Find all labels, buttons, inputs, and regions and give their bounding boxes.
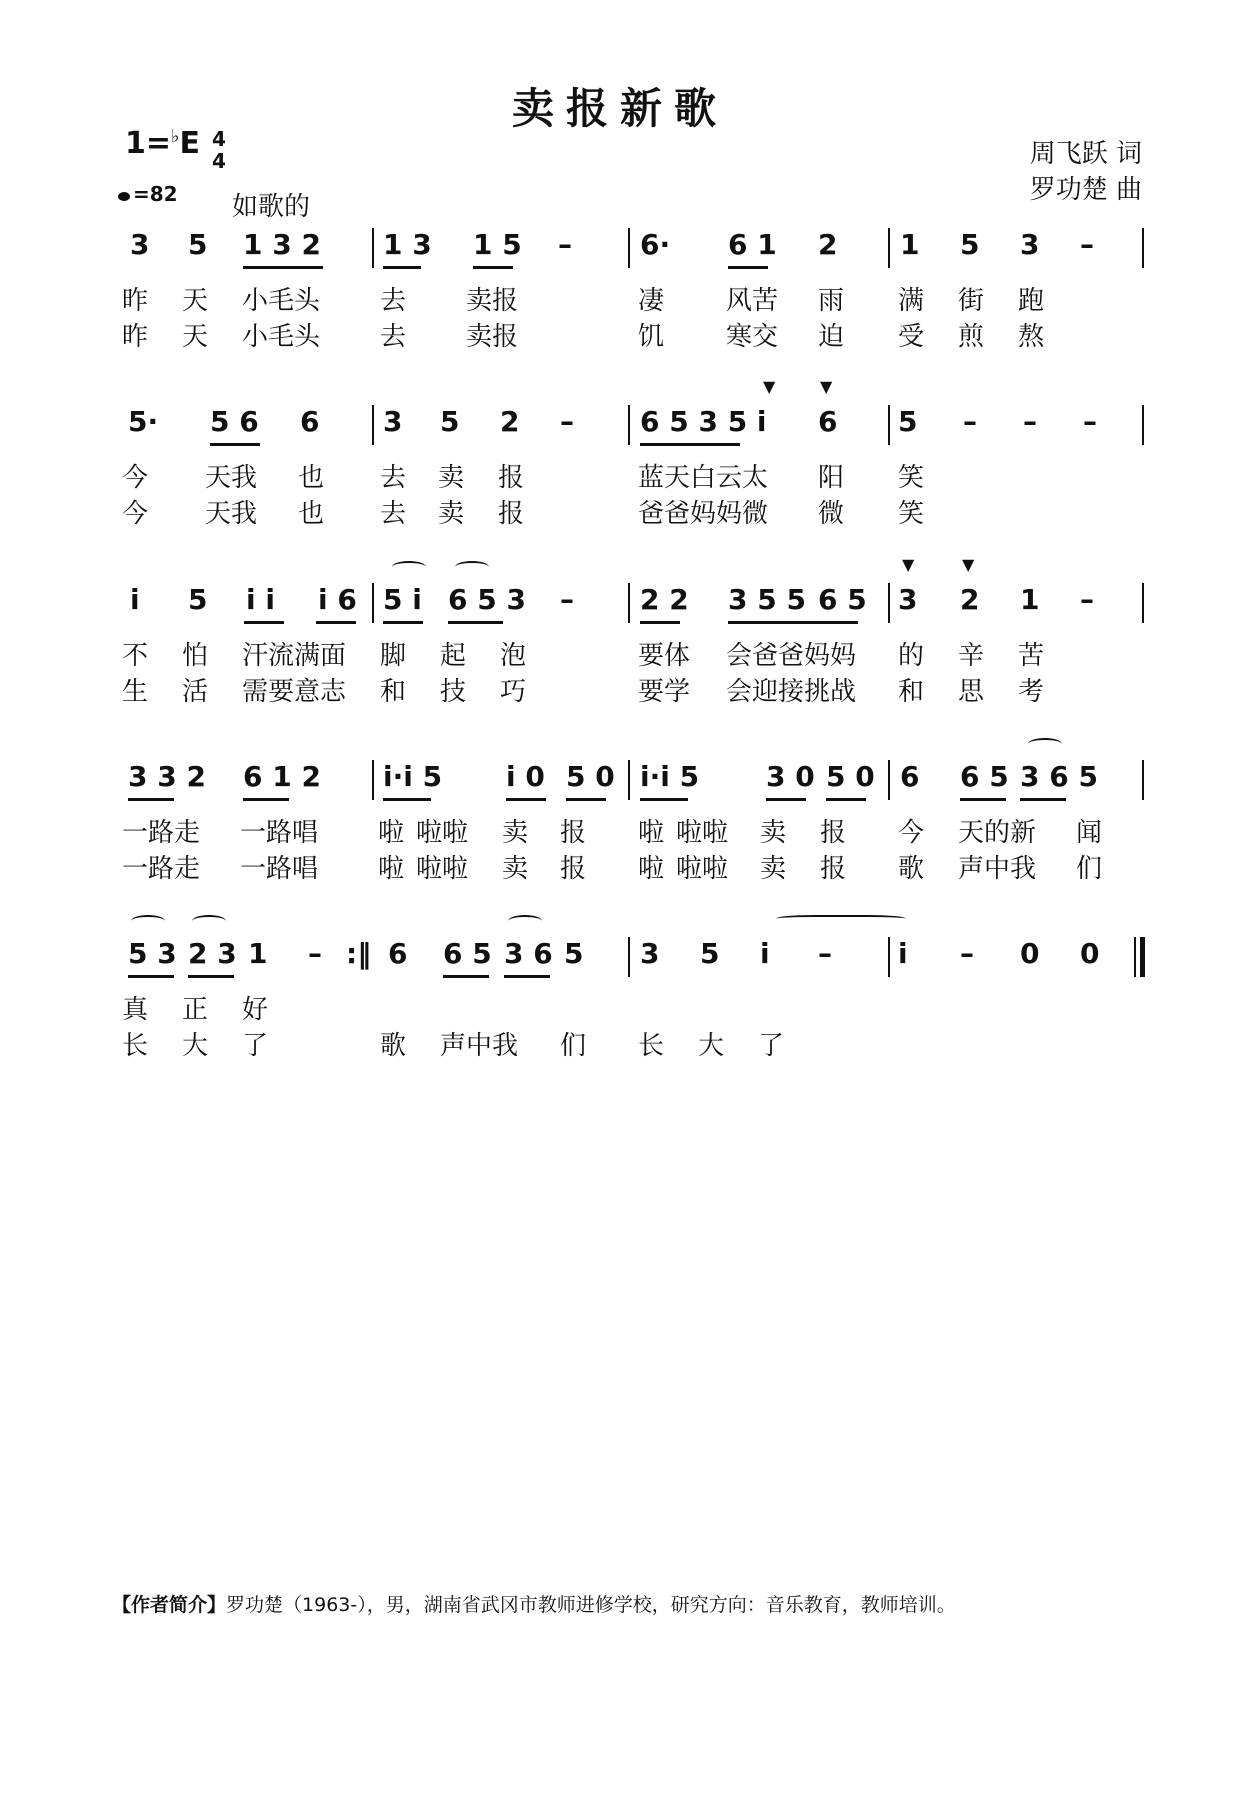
beam [640,443,740,446]
lyric: 歌 [380,1031,407,1061]
note: 5 3 [128,937,177,970]
beam [128,975,174,978]
flat-sign: ♭ [171,126,180,147]
beam [243,266,323,269]
note: – [560,583,574,616]
final-barline-thin [1134,937,1136,977]
barline [372,228,374,268]
lyricist: 周飞跃 词 [1029,139,1142,169]
lyric: 要体 [638,641,691,671]
lyric: 报 [498,463,525,493]
lyric: 卖 [502,854,529,884]
note: 6 1 2 [243,760,321,793]
notes-row [118,937,1148,977]
slur [192,915,226,927]
lyric: 阳 [818,463,845,493]
lyric: 需要意志 [242,677,347,707]
note: 1 3 2 [243,228,321,261]
lyric: 啦 [638,854,665,884]
beam [766,798,806,801]
note: 3 [383,405,403,438]
note: 3 [640,937,660,970]
lyric: 真 [122,995,149,1025]
lyric: 泡 [500,641,527,671]
time-bottom: 4 [212,149,226,173]
lyric: 汗流满面 [242,641,347,671]
note: 1 [900,228,920,261]
lyric: 苦 [1018,641,1045,671]
beam [443,975,489,978]
barline [888,405,890,445]
lyric: 天我 [205,499,258,529]
tie [776,915,906,927]
lyric: 一路唱 [240,818,319,848]
note: 1 [248,937,268,970]
barline [1142,405,1144,445]
note: 5 [564,937,584,970]
barline [1142,228,1144,268]
lyric: 卖报 [466,286,519,316]
note: 5 [700,937,720,970]
note: 2 [960,583,980,616]
lyric: 闻 [1076,818,1103,848]
note: 5· [128,405,159,438]
note: 3 [898,583,918,616]
lyric: 们 [560,1031,587,1061]
lyric: 小毛头 [242,322,321,352]
notes-row [118,228,1148,268]
note: 6 [900,760,920,793]
lyric: 会爸爸妈妈 [726,641,857,671]
lyric: 满 [898,286,925,316]
lyric: 巧 [500,677,527,707]
barline [372,760,374,800]
lyric: 卖 [760,854,787,884]
beam [504,975,550,978]
beam [316,621,356,624]
lyric: 怕 [182,641,209,671]
lyric: 也 [298,499,325,529]
note: 0 [1080,937,1100,970]
slur [508,915,542,927]
lyric: 长 [638,1031,665,1061]
note: – [818,937,832,970]
beam [826,798,866,801]
lyric: 的 [898,641,925,671]
lyric: 啦 [378,818,405,848]
expression-mark: 如歌的 [232,192,311,222]
beam [243,798,289,801]
note: 3 [130,228,150,261]
lyric: 一路走 [122,854,201,884]
lyric: 报 [820,818,847,848]
lyric: 卖 [502,818,529,848]
note: 3 6 [504,937,553,970]
lyric: 大 [698,1031,725,1061]
lyric: 报 [560,818,587,848]
accent-mark-icon: ▼ [902,555,915,574]
lyric: 报 [560,854,587,884]
note: 6 5 [443,937,492,970]
lyric: 今 [122,463,149,493]
note: 3 6 5 [1020,760,1098,793]
author-bio-text: 罗功楚（1963-），男，湖南省武冈市教师进修学校，研究方向：音乐教育，教师培训。 [226,1594,956,1616]
barline [1142,760,1144,800]
lyric: 报 [498,499,525,529]
lyric: 卖 [438,499,465,529]
lyric: 大 [182,1031,209,1061]
note: 6 [388,937,408,970]
note: i 6 [318,583,357,616]
note: 6 5 3 5 i [640,405,767,438]
composer: 罗功楚 曲 [1029,175,1142,205]
lyric: 凄 [638,286,665,316]
lyric: 昨 [122,322,149,352]
key-signature [125,126,200,161]
note: – [960,937,974,970]
lyric: 了 [242,1031,269,1061]
note: i [760,937,770,970]
barline [888,583,890,623]
lyric: 长 [122,1031,149,1061]
author-bio [112,1590,956,1617]
lyric: 也 [298,463,325,493]
note: 5 [440,405,460,438]
lyric: 卖 [760,818,787,848]
beam [448,621,503,624]
beam [383,798,431,801]
lyric: 考 [1018,677,1045,707]
lyric: 啦啦 [416,818,469,848]
lyric: 卖 [438,463,465,493]
lyric: 雨 [818,286,845,316]
beam [506,798,546,801]
lyric: 跑 [1018,286,1045,316]
lyric: 风苦 [726,286,779,316]
slur [131,915,165,927]
note: 5 [188,583,208,616]
lyric: 啦啦 [416,854,469,884]
lyric: 好 [242,995,269,1025]
slur [455,561,489,573]
note: 3 5 5 [728,583,806,616]
lyric: 一路唱 [240,854,319,884]
lyric: 们 [1076,854,1103,884]
barline [628,583,630,623]
beam [383,621,423,624]
notes-row [118,405,1148,445]
beam [210,443,260,446]
note: 6 5 [818,583,867,616]
lyric: 起 [440,641,467,671]
notes-row [118,583,1148,623]
barline [372,405,374,445]
lyric: 啦 [638,818,665,848]
note: 5 [960,228,980,261]
note: 6 5 3 [448,583,526,616]
lyric: 受 [898,322,925,352]
lyric: 辛 [958,641,985,671]
lyric: 微 [818,499,845,529]
final-barline-thick [1140,937,1145,977]
note: 6· [640,228,671,261]
slur [392,561,426,573]
lyric: 技 [440,677,467,707]
note: i·i 5 [383,760,443,793]
note: 5 6 [210,405,259,438]
note: 1 3 [383,228,432,261]
lyric: 昨 [122,286,149,316]
beam [244,621,284,624]
lyric: 笑 [898,499,925,529]
note: 5 0 [566,760,615,793]
lyric: 会迎接挑战 [726,677,857,707]
beam [728,621,858,624]
lyric: 小毛头 [242,286,321,316]
time-signature [212,128,226,172]
note: 2 [818,228,838,261]
key-one: 1 [125,126,146,161]
author-bio-label: 【作者简介】 [112,1594,227,1616]
barline [628,405,630,445]
lyric: 街 [958,286,985,316]
note: 6 [300,405,320,438]
lyric: 笑 [898,463,925,493]
note: 5 i [383,583,422,616]
lyric: 和 [380,677,407,707]
lyric: 啦啦 [676,818,729,848]
lyric: 天 [182,286,209,316]
note: i i [246,583,275,616]
note: 6 5 [960,760,1009,793]
key-letter: E [179,126,201,161]
lyric: 正 [182,995,209,1025]
note: 3 [1020,228,1040,261]
lyric: 饥 [638,322,665,352]
lyric: 天的新 [958,818,1037,848]
barline [888,760,890,800]
lyric: 天 [182,322,209,352]
lyric: 天我 [205,463,258,493]
note: – [308,937,322,970]
beam [640,621,680,624]
note: 6 [818,405,838,438]
note: – [1083,405,1097,438]
notes-row [118,760,1148,800]
beam [728,266,768,269]
lyric: 去 [380,499,407,529]
lyric: 啦啦 [676,854,729,884]
barline [888,228,890,268]
lyric: 去 [380,463,407,493]
barline [628,937,630,977]
lyric: 要学 [638,677,691,707]
note: 3 0 [766,760,815,793]
lyric: 活 [182,677,209,707]
lyric: 一路走 [122,818,201,848]
note: 2 [500,405,520,438]
barline [628,760,630,800]
lyric: 报 [820,854,847,884]
accent-mark-icon: ▼ [820,377,833,396]
beam [640,798,688,801]
barline [628,228,630,268]
note: – [963,405,977,438]
tempo-value: =82 [133,182,178,206]
note: 1 [1020,583,1040,616]
lyric: 今 [898,818,925,848]
lyric: 爸爸妈妈微 [638,499,769,529]
note: i·i 5 [640,760,700,793]
note: :‖ [346,937,372,970]
lyric: 蓝天白云太 [638,463,769,493]
note: 3 3 2 [128,760,206,793]
lyric: 啦 [378,854,405,884]
song-title: 卖报新歌 [511,84,728,133]
slur [1028,738,1062,750]
lyric: 歌 [898,854,925,884]
lyric: 思 [958,677,985,707]
lyric: 声中我 [440,1031,519,1061]
note: i 0 [506,760,545,793]
lyric: 了 [758,1031,785,1061]
note: 0 [1020,937,1040,970]
barline [888,937,890,977]
note: 5 [898,405,918,438]
time-top: 4 [212,127,226,151]
beam [1020,798,1066,801]
lyric: 去 [380,322,407,352]
barline [372,583,374,623]
lyric: 声中我 [958,854,1037,884]
note: – [1080,228,1094,261]
beam [566,798,606,801]
lyric: 煎 [958,322,985,352]
lyric: 不 [122,641,149,671]
note: 1 5 [473,228,522,261]
accent-mark-icon: ▼ [962,555,975,574]
lyric: 脚 [380,641,407,671]
beam [188,975,234,978]
note: 5 0 [826,760,875,793]
lyric: 迫 [818,322,845,352]
note: i [898,937,908,970]
note: 2 2 [640,583,689,616]
tempo-mark [118,182,178,206]
barline [1142,583,1144,623]
note: – [560,405,574,438]
note: – [1023,405,1037,438]
lyric: 今 [122,499,149,529]
beam [473,266,513,269]
note: i [130,583,140,616]
beam [383,266,421,269]
accent-mark-icon: ▼ [763,377,776,396]
lyric: 生 [122,677,149,707]
lyric: 寒交 [726,322,779,352]
lyric: 和 [898,677,925,707]
credits [1030,136,1142,208]
note: 2 3 [188,937,237,970]
note: – [558,228,572,261]
key-eq: = [145,126,172,161]
beam [960,798,1006,801]
lyric: 熬 [1018,322,1045,352]
lyric: 卖报 [466,322,519,352]
note: – [1080,583,1094,616]
quarter-note-icon [118,192,130,201]
note: 5 [188,228,208,261]
beam [128,798,174,801]
lyric: 去 [380,286,407,316]
note: 6 1 [728,228,777,261]
